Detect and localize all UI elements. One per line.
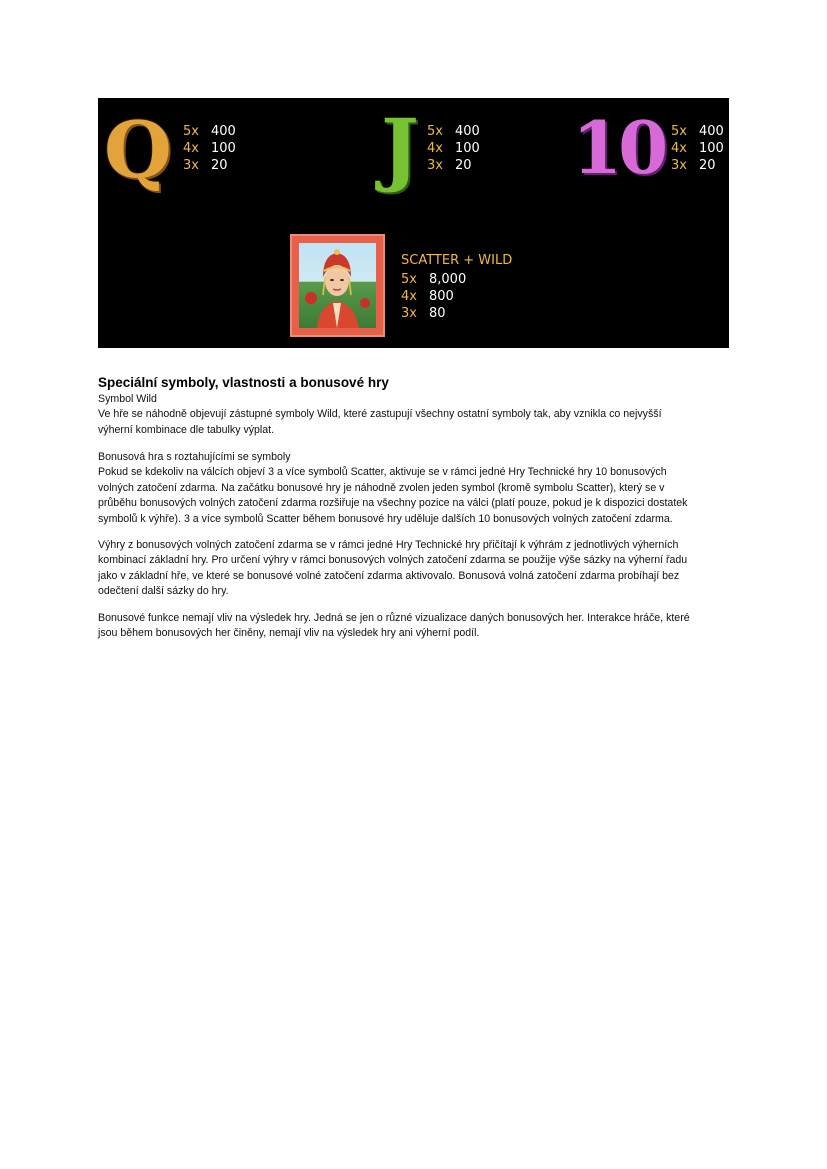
pay-multiplier: 5x xyxy=(183,124,199,139)
pay-row xyxy=(401,305,466,322)
text-line: kombinací základní hry. Pro určení výhry v rámci bonusových volných zatočení zdarma se použije výše sázky na výherní řadu xyxy=(98,554,688,567)
pay-multiplier: 4x xyxy=(671,141,687,156)
pay-multiplier: 5x xyxy=(401,272,417,287)
text-line: Výhry z bonusových volných zatočení zdarma se v rámci jedné Hry Technické hry přičítají k výhrám z jednotlivých výherních xyxy=(98,539,679,551)
text-line: jako v základní hře, ve které se bonusové volné zatočení zdarma aktivovalo. Bonusová volná zatočení zdarma probíhají bez xyxy=(98,569,680,582)
text-line: Bonusové funkce nemají vliv na výsledek hry. Jedná se jen o různé vizualizace daných bonusových her. Interakce hráče, které xyxy=(98,612,690,624)
pay-multiplier: 4x xyxy=(401,289,417,304)
pay-row xyxy=(671,140,724,157)
pay-row xyxy=(427,157,480,174)
ten-symbol: 10 xyxy=(572,105,665,190)
section-heading: Speciální symboly, vlastnosti a bonusové hry xyxy=(98,375,389,390)
text-line: odečtení další sázky do hry. xyxy=(98,585,229,598)
text-line: Ve hře se náhodně objevují zástupné symboly Wild, které zastupují všechny ostatní symboly tak, aby vznikla co nejvyšší xyxy=(98,408,662,421)
pay-value: 8,000 xyxy=(429,272,467,287)
pay-value: 100 xyxy=(211,141,236,156)
pay-value: 80 xyxy=(429,306,446,321)
bonus-game-paragraph xyxy=(98,450,728,527)
text-line: volných zatočení zdarma. Na začátku bonusové hry je náhodně zvolen jeden symbol (kromě symbolu Scatter), který se v xyxy=(98,481,665,494)
text-line: Symbol Wild xyxy=(98,393,157,405)
pay-value: 20 xyxy=(699,158,716,173)
pay-row xyxy=(401,288,466,305)
pay-value: 400 xyxy=(699,124,724,139)
pay-row xyxy=(183,123,236,140)
wild-symbol-paragraph xyxy=(98,392,728,438)
text-line: Bonusová hra s roztahujícími se symboly xyxy=(98,451,291,463)
pay-value: 100 xyxy=(455,141,480,156)
pay-value: 100 xyxy=(699,141,724,156)
pay-multiplier: 3x xyxy=(401,306,417,321)
woman-portrait-icon xyxy=(299,243,376,328)
pay-multiplier: 3x xyxy=(183,158,199,173)
pay-value: 20 xyxy=(455,158,472,173)
pay-multiplier: 5x xyxy=(671,124,687,139)
text-line: symbolů k výhře). 3 a více symbolů Scatter během bonusové hry uděluje dalších 10 bonusových volných zatočení zdarma. xyxy=(98,512,673,525)
paytable-image xyxy=(98,98,729,348)
pay-value: 400 xyxy=(455,124,480,139)
q-symbol: Q xyxy=(104,105,172,196)
pay-multiplier: 3x xyxy=(671,158,687,173)
pay-row xyxy=(183,157,236,174)
bonus-functions-paragraph xyxy=(98,611,728,642)
scatter-wild-title: SCATTER + WILD xyxy=(401,253,513,268)
pay-row xyxy=(671,123,724,140)
pay-value: 20 xyxy=(211,158,228,173)
pay-row xyxy=(183,140,236,157)
ten-paylist xyxy=(671,123,724,174)
text-line: průběhu bonusových volných zatočení zdarma rozšiřuje na všechny pozice na válci (platí pouze, pokud je k dispozici dostatek xyxy=(98,497,688,510)
portrait-scene xyxy=(299,243,376,328)
pay-multiplier: 4x xyxy=(427,141,443,156)
j-symbol: J xyxy=(381,101,419,195)
bonus-wins-paragraph xyxy=(98,538,728,600)
pay-row xyxy=(427,140,480,157)
pay-multiplier: 3x xyxy=(427,158,443,173)
scatter-paylist xyxy=(401,271,466,322)
pay-value: 400 xyxy=(211,124,236,139)
text-line: Pokud se kdekoliv na válcích objeví 3 a více symbolů Scatter, aktivuje se v rámci jedné Hry Technické hry 10 bonusových xyxy=(98,466,667,479)
scatter-wild-portrait xyxy=(290,234,385,337)
j-paylist xyxy=(427,123,480,174)
pay-row xyxy=(427,123,480,140)
pay-multiplier: 4x xyxy=(183,141,199,156)
text-line: výherní kombinace dle tabulky výplat. xyxy=(98,423,275,436)
pay-row xyxy=(401,271,466,288)
pay-value: 800 xyxy=(429,289,454,304)
q-paylist xyxy=(183,123,236,174)
pay-row xyxy=(671,157,724,174)
pay-multiplier: 5x xyxy=(427,124,443,139)
text-line: jsou během bonusových her činěny, nemají vliv na výsledek hry ani výherní podíl. xyxy=(98,627,480,640)
